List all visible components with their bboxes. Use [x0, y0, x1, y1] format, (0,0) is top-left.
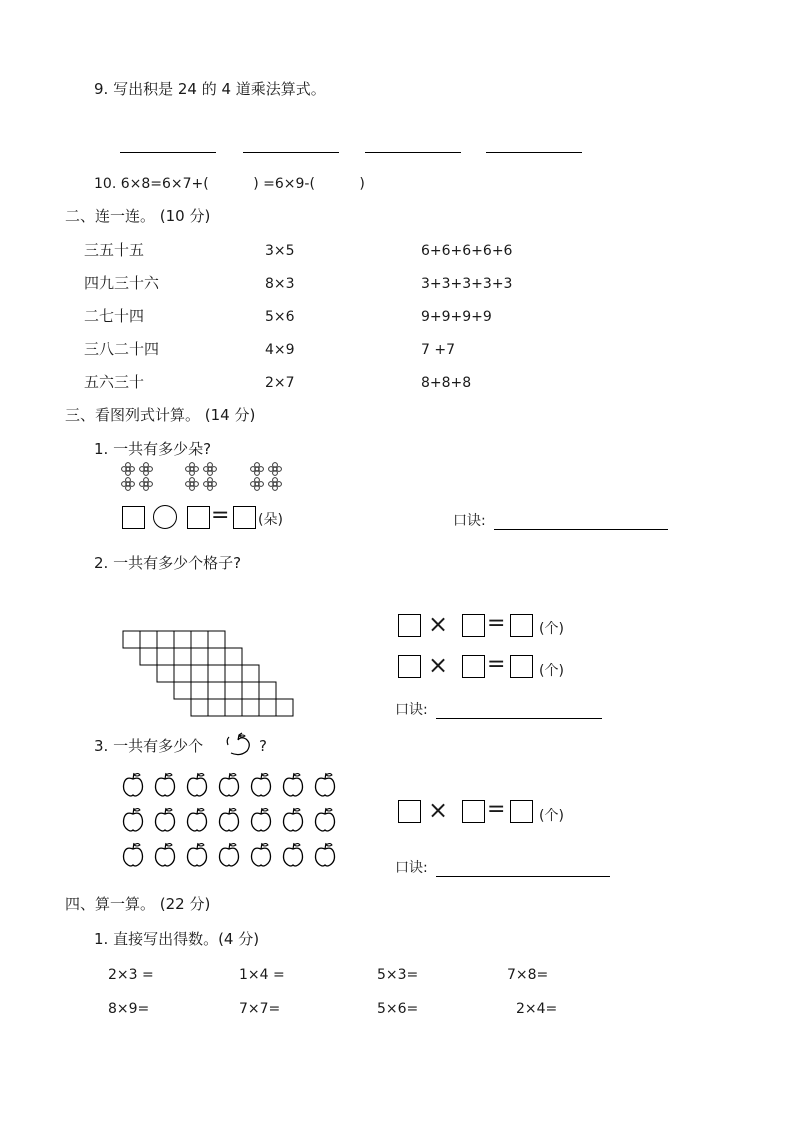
sum-5: 8+8+8: [421, 375, 472, 391]
answer-blank-3[interactable]: [365, 152, 461, 153]
question-10: 10. 6×8=6×7+( ) =6×9-( ): [94, 176, 365, 192]
answer-box[interactable]: [398, 614, 421, 637]
question-3-1: 1. 一共有多少朵?: [94, 440, 212, 458]
question-3-3-suffix: ?: [259, 737, 267, 755]
equals-sign: =: [487, 652, 506, 677]
flower-icon: [122, 463, 153, 491]
flower-icon: [186, 463, 217, 491]
koujue-label: 口诀:: [395, 860, 428, 876]
calc-item: 7×8=: [507, 967, 549, 983]
calc-item: 5×3=: [377, 967, 419, 983]
calc-item: 5×6=: [377, 1001, 419, 1017]
calc-item: 2×3 =: [108, 967, 154, 983]
verse-2: 四九三十六: [84, 274, 160, 292]
flower-group: [120, 462, 290, 492]
koujue-label: 口诀:: [395, 702, 428, 718]
apple-icon: [224, 732, 254, 756]
answer-blank-2[interactable]: [243, 152, 339, 153]
sum-2: 3+3+3+3+3: [421, 276, 513, 292]
apple-icon: [124, 843, 335, 866]
answer-box[interactable]: [398, 800, 421, 823]
answer-blank-1[interactable]: [120, 152, 216, 153]
answer-box[interactable]: [233, 506, 256, 529]
unit-label: (个): [539, 621, 564, 637]
apple-icon: [124, 808, 335, 831]
answer-box[interactable]: [122, 506, 145, 529]
answer-box[interactable]: [462, 655, 485, 678]
koujue-label: 口诀:: [453, 513, 486, 529]
verse-5: 五六三十: [84, 373, 145, 391]
section-2-title: 二、连一连。 (10 分): [65, 207, 211, 225]
question-3-3-prefix: 3. 一共有多少个: [94, 737, 204, 755]
grid-figure: [122, 630, 302, 722]
times-sign: ×: [428, 610, 449, 638]
operator-circle[interactable]: [153, 505, 177, 529]
answer-box[interactable]: [510, 800, 533, 823]
unit-label: (个): [539, 663, 564, 679]
sum-1: 6+6+6+6+6: [421, 243, 513, 259]
answer-blank-4[interactable]: [486, 152, 582, 153]
verse-4: 三八二十四: [84, 340, 160, 358]
calc-item: 1×4 =: [239, 967, 285, 983]
expr-4: 4×9: [265, 342, 295, 358]
expr-3: 5×6: [265, 309, 295, 325]
equals-sign: =: [211, 503, 230, 528]
section-3-title: 三、看图列式计算。 (14 分): [65, 406, 256, 424]
answer-box[interactable]: [510, 655, 533, 678]
answer-box[interactable]: [462, 614, 485, 637]
koujue-blank[interactable]: [494, 529, 668, 530]
koujue-blank[interactable]: [436, 718, 602, 719]
calc-item: 8×9=: [108, 1001, 150, 1017]
verse-3: 二七十四: [84, 307, 145, 325]
answer-box[interactable]: [398, 655, 421, 678]
apple-icon: [124, 773, 335, 796]
answer-box[interactable]: [187, 506, 210, 529]
expr-5: 2×7: [265, 375, 295, 391]
expr-2: 8×3: [265, 276, 295, 292]
answer-box[interactable]: [462, 800, 485, 823]
apple-grid: [120, 770, 340, 870]
question-3-2: 2. 一共有多少个格子?: [94, 554, 242, 572]
verse-1: 三五十五: [84, 241, 145, 259]
answer-box[interactable]: [510, 614, 533, 637]
expr-1: 3×5: [265, 243, 295, 259]
calc-item: 2×4=: [516, 1001, 558, 1017]
section-4-part-1-title: 1. 直接写出得数。(4 分): [94, 930, 260, 948]
sum-4: 7 +7: [421, 342, 455, 358]
calc-item: 7×7=: [239, 1001, 281, 1017]
section-4-title: 四、算一算。 (22 分): [65, 895, 211, 913]
sum-3: 9+9+9+9: [421, 309, 492, 325]
equals-sign: =: [487, 611, 506, 636]
question-9: 9. 写出积是 24 的 4 道乘法算式。: [94, 80, 326, 98]
unit-label: (个): [539, 808, 564, 824]
times-sign: ×: [428, 651, 449, 679]
flower-icon: [251, 463, 282, 491]
times-sign: ×: [428, 796, 449, 824]
equals-sign: =: [487, 797, 506, 822]
koujue-blank[interactable]: [436, 876, 610, 877]
unit-label: (朵): [258, 512, 283, 528]
